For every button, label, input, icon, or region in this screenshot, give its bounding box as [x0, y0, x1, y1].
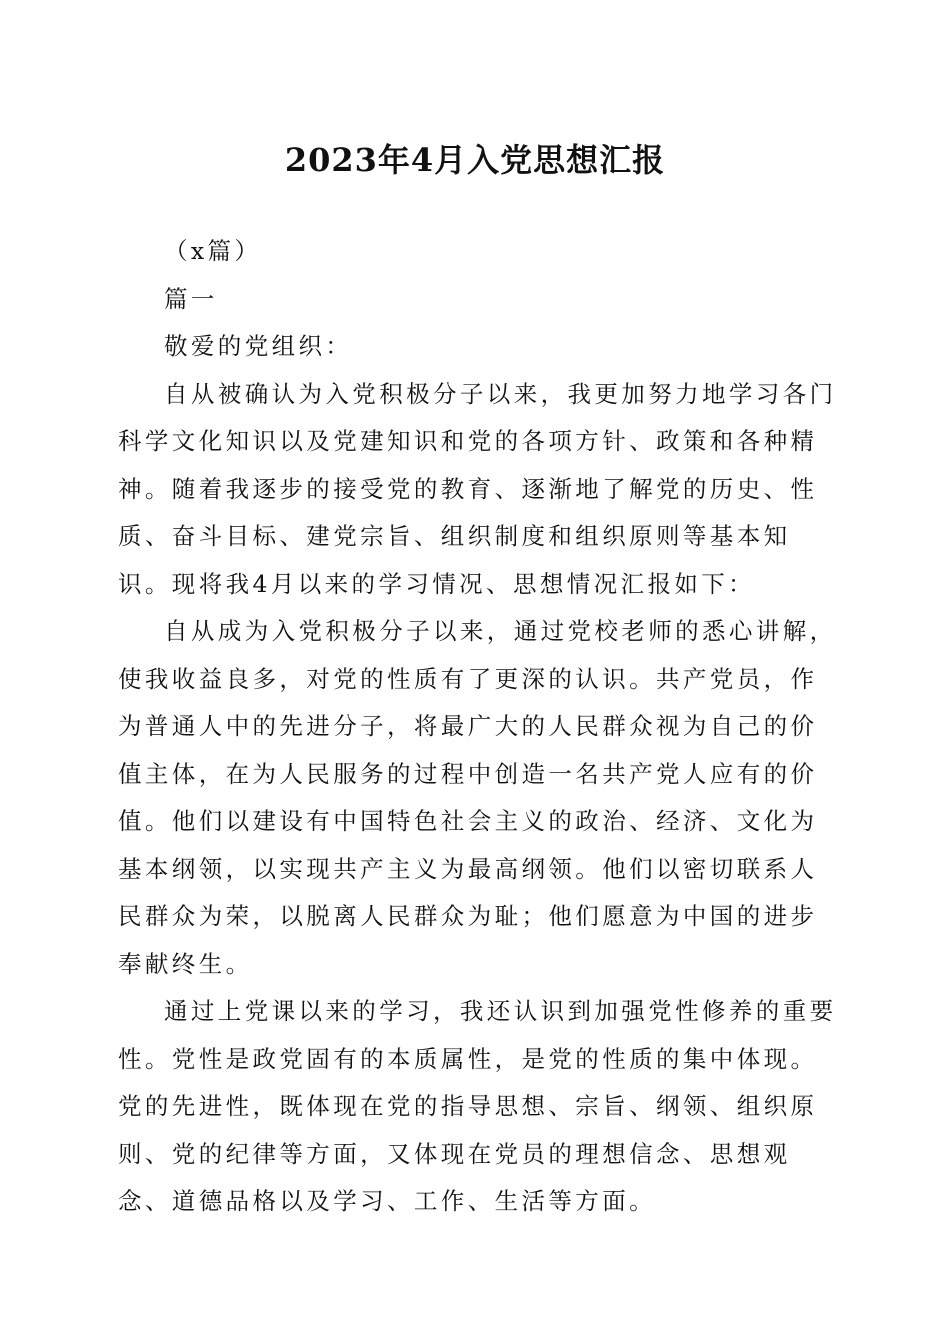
salutation: 敬爱的党组织： [164, 332, 353, 360]
body-paragraph-2: 自从成为入党积极分子以来，通过党校老师的悉心讲解，使我收益良多，对党的性质有了更深的认识。共产党员，作为普通人中的先进分子，将最广大的人民群众视为自己的价值主体，在为人民服务的过程中创造一名共产党人应有的价值。他们以建设有中国特色社会主义的政治、经济、文化为基本纲领，以实现共产主义为最高纲领。他们以密切联系人民群众为荣，以脱离人民群众为耻；他们愿意为中国的进步奉献终生。 [118, 617, 837, 978]
document-subtitle: （x篇） [164, 237, 262, 265]
document-body [118, 228, 838, 1226]
body-paragraph-3: 通过上党课以来的学习，我还认识到加强党性修养的重要性。党性是政党固有的本质属性，是党的性质的集中体现。党的先进性，既体现在党的指导思想、宗旨、纲领、组织原则、党的纪律等方面，又体现在党员的理想信念、思想观念、道德品格以及学习、工作、生活等方面。 [118, 997, 837, 1215]
document-title: 2023年4月入党思想汇报 [284, 141, 666, 179]
section-label: 篇一 [164, 284, 218, 313]
body-paragraph-1: 自从被确认为入党积极分子以来，我更加努力地学习各门科学文化知识以及党建知识和党的各项方针、政策和各种精神。随着我逐步的接受党的教育、逐渐地了解党的历史、性质、奋斗目标、建党宗旨、组织制度和组织原则等基本知识。现将我4月以来的学习情况、思想情况汇报如下： [118, 379, 837, 598]
